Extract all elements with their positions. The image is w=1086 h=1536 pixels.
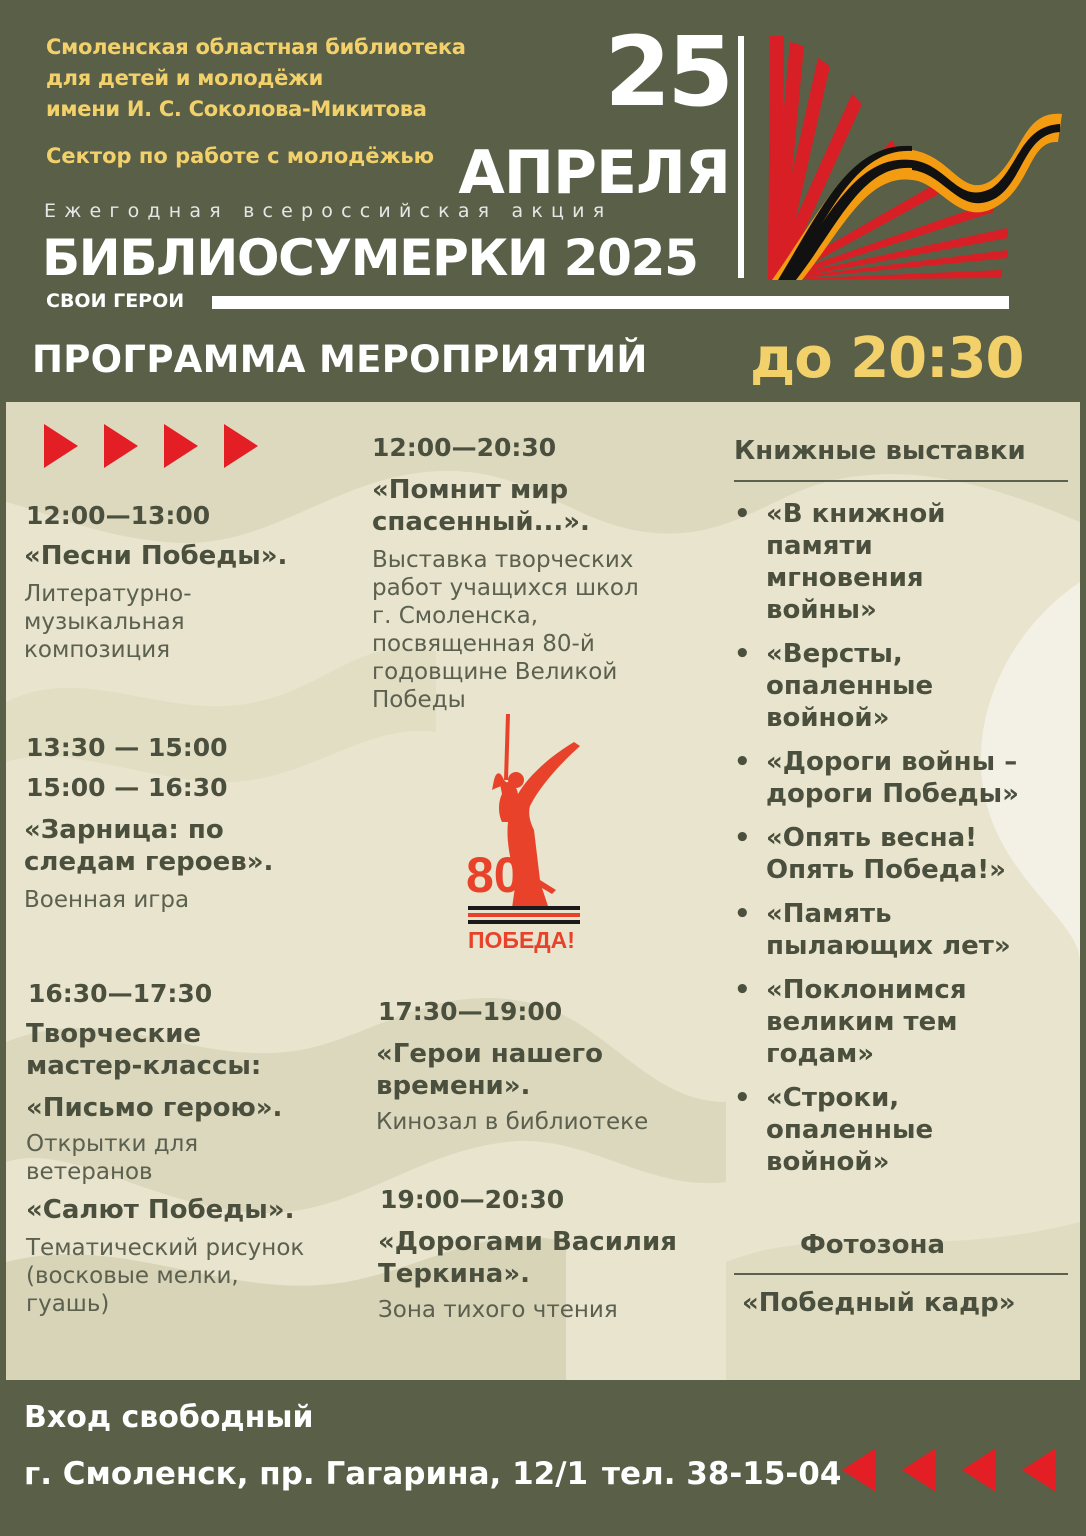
arrow-left-icon — [902, 1448, 936, 1492]
organization-name — [46, 32, 466, 125]
event-month: АПРЕЛЯ — [458, 138, 730, 208]
annual-action-label: Ежегодная всероссийская акция — [44, 200, 613, 222]
book-exhibition-line: войной» — [766, 1147, 890, 1177]
st-george-ribbon-icon — [762, 30, 1072, 285]
book-exhibition-line: пылающих лет» — [766, 931, 1011, 961]
book-exhibition-line: годам» — [766, 1039, 875, 1069]
book-exhibition-line: • «Опять весна! — [766, 823, 977, 853]
book-exhibitions-heading: Книжные выставки — [734, 436, 1026, 466]
event-title: «Песни Победы». — [24, 541, 288, 571]
event-description: работ учащихся школ — [372, 575, 639, 601]
event-description: Кинозал в библиотеке — [376, 1109, 649, 1135]
arrow-right-icon — [104, 424, 138, 468]
arrow-left-icon — [962, 1448, 996, 1492]
arrow-right-icon — [164, 424, 198, 468]
event-subtitle: «Письмо герою». — [26, 1093, 283, 1123]
divider-horizontal — [212, 296, 1009, 309]
book-exhibition-line: • «Версты, — [766, 639, 903, 669]
sector-name: Сектор по работе с молодёжью — [46, 144, 435, 168]
book-exhibition-line: • «Строки, — [766, 1083, 900, 1113]
event-title: Творческие — [26, 1019, 202, 1049]
event-title: «Зарница: по — [24, 815, 224, 845]
book-exhibition-line: войной» — [766, 703, 890, 733]
book-exhibition-item — [734, 974, 1019, 1070]
book-exhibition-line: дороги Победы» — [766, 779, 1019, 809]
event-title: спасенный...». — [372, 507, 590, 537]
book-exhibition-line: • «Память — [766, 899, 892, 929]
photo-zone-name: «Победный кадр» — [742, 1288, 1016, 1318]
event-title: БИБЛИОСУМЕРКИ 2025 — [42, 229, 698, 287]
emblem-number: 80 — [466, 847, 522, 903]
arrow-left-icon — [842, 1448, 876, 1492]
event-time: 17:30—19:00 — [378, 997, 563, 1026]
event-description: г. Смоленска, — [372, 603, 539, 629]
event-description: Выставка творческих — [372, 547, 634, 573]
book-exhibition-line: памяти — [766, 531, 873, 561]
event-title: мастер-классы: — [26, 1051, 262, 1081]
book-exhibition-line: войны» — [766, 595, 877, 625]
event-description: Тематический рисунок — [26, 1235, 305, 1261]
book-exhibition-item — [734, 638, 1019, 734]
book-exhibition-item — [734, 1082, 1019, 1178]
event-description: музыкальная — [24, 609, 185, 635]
phone: тел. 38-15-04 — [602, 1456, 842, 1492]
book-exhibition-line: опаленные — [766, 671, 934, 701]
emblem-word: ПОБЕДА! — [468, 927, 575, 953]
arrow-right-icon — [224, 424, 258, 468]
event-title: «Дорогами Василия — [378, 1227, 677, 1257]
divider-vertical — [738, 36, 744, 278]
event-title: «Помнит мир — [372, 475, 569, 505]
event-day: 25 — [604, 16, 730, 128]
divider — [734, 1273, 1068, 1275]
event-description: композиция — [24, 637, 171, 663]
event-title: «Герои нашего — [376, 1039, 603, 1069]
event-subtitle: «Салют Победы». — [26, 1195, 295, 1225]
free-entry: Вход свободный — [24, 1400, 314, 1435]
address: г. Смоленск, пр. Гагарина, 12/1 — [24, 1456, 589, 1492]
book-exhibition-item — [734, 746, 1019, 810]
event-time: 12:00—20:30 — [372, 433, 557, 462]
event-description: (восковые мелки, — [26, 1263, 239, 1289]
book-exhibition-line: великим тем — [766, 1007, 958, 1037]
org-line: Смоленская областная библиотека — [46, 35, 466, 59]
victory-80-emblem-icon — [456, 710, 596, 960]
event-description: Открытки для — [26, 1131, 199, 1157]
divider — [734, 480, 1068, 482]
arrow-left-icon — [1022, 1448, 1056, 1492]
book-exhibition-item — [734, 822, 1019, 886]
photo-zone-heading: Фотозона — [800, 1230, 946, 1260]
end-time: до 20:30 — [750, 326, 1024, 391]
book-exhibition-item — [734, 898, 1019, 962]
event-title: следам героев». — [24, 847, 274, 877]
book-exhibition-line: опаленные — [766, 1115, 934, 1145]
book-exhibition-line: • «В книжной — [766, 499, 946, 529]
event-time: 15:00 — 16:30 — [26, 773, 228, 802]
book-exhibition-line: Опять Победа!» — [766, 855, 1006, 885]
book-exhibition-line: мгновения — [766, 563, 924, 593]
book-exhibition-line: • «Поклонимся — [766, 975, 967, 1005]
event-description: посвященная 80-й — [372, 631, 595, 657]
event-time: 13:30 — 15:00 — [26, 733, 228, 762]
event-description: Литературно- — [24, 581, 192, 607]
org-line: имени И. С. Соколова-Микитова — [46, 97, 427, 121]
org-line: для детей и молодёжи — [46, 66, 324, 90]
event-description: Зона тихого чтения — [378, 1297, 618, 1323]
program-heading: ПРОГРАММА МЕРОПРИЯТИЙ — [32, 338, 648, 381]
arrow-right-icon — [44, 424, 78, 468]
event-description: Победы — [372, 687, 466, 713]
book-exhibitions-list — [734, 498, 1019, 1190]
event-title: времени». — [376, 1071, 531, 1101]
event-description: Военная игра — [24, 887, 190, 913]
book-exhibition-line: • «Дороги войны – — [766, 747, 1018, 777]
event-time: 19:00—20:30 — [380, 1185, 565, 1214]
event-title: Теркина». — [378, 1259, 531, 1289]
event-time: 16:30—17:30 — [28, 979, 213, 1008]
event-description: ветеранов — [26, 1159, 153, 1185]
event-description: гуашь) — [26, 1291, 110, 1317]
event-time: 12:00—13:00 — [26, 501, 211, 530]
event-theme: СВОИ ГЕРОИ — [46, 290, 185, 312]
event-description: годовщине Великой — [372, 659, 618, 685]
book-exhibition-item — [734, 498, 1019, 626]
